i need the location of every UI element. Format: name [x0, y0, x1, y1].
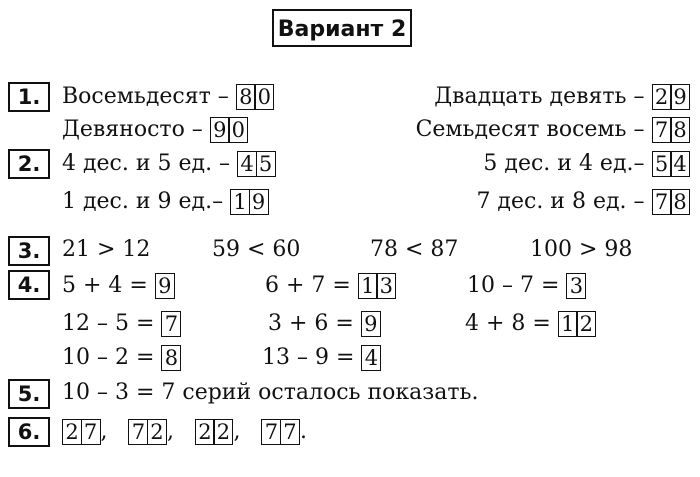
- digit-box: 1: [558, 311, 578, 337]
- task4-expr-3-text: 10 – 7 =: [467, 273, 560, 298]
- task2-item-b-label: 5 дес. и 4 ед.–: [483, 151, 645, 176]
- task2-item-c-label: 1 дес. и 9 ед.–: [62, 189, 224, 214]
- task2-item-a-answer: [237, 151, 276, 177]
- task2-item-a-label: 4 дес. и 5 ед. –: [62, 151, 231, 176]
- task2-item-c-answer: [230, 189, 269, 215]
- digit-box: 3: [566, 273, 586, 299]
- task1-item-c-answer: [210, 117, 249, 143]
- task4-expr-6-text: 4 + 8 =: [465, 311, 551, 336]
- task4-expr-7-text: 10 – 2 =: [62, 345, 155, 370]
- digit-box: 5: [256, 151, 276, 177]
- task2-item-a: [62, 150, 276, 178]
- task3-compare-4: 100 > 98: [530, 237, 633, 262]
- digit-box: 7: [161, 311, 181, 337]
- digit-box: 9: [210, 117, 230, 143]
- separator-comma: ,: [166, 419, 174, 444]
- digit-box: 7: [652, 117, 672, 143]
- task1-item-b: [434, 83, 690, 111]
- digit-box: 2: [195, 419, 215, 445]
- task3-compare-2: 59 < 60: [212, 237, 301, 262]
- task6-number-1: [62, 419, 101, 445]
- digit-box: 8: [670, 189, 690, 215]
- task4-expr-2-text: 6 + 7 =: [265, 273, 351, 298]
- digit-box: 4: [670, 151, 690, 177]
- task2-item-d-label: 7 дес. и 8 ед. –: [476, 189, 645, 214]
- task6-number-3: [195, 419, 234, 445]
- task4-expr-7: [62, 344, 181, 372]
- digit-box: 7: [652, 189, 672, 215]
- task4-expr-5-text: 3 + 6 =: [268, 311, 354, 336]
- digit-box: 2: [652, 84, 672, 110]
- task4-expr-5: [268, 310, 381, 338]
- task1-item-d: [416, 116, 690, 144]
- task6-number-2: [128, 419, 167, 445]
- task3-compare-1: 21 > 12: [62, 237, 151, 262]
- digit-box: 4: [237, 151, 257, 177]
- task1-item-d-answer: [652, 117, 691, 143]
- digit-box: 0: [254, 84, 274, 110]
- task6-numbers: [62, 418, 307, 446]
- task1-item-b-answer: [652, 84, 691, 110]
- digit-box: 7: [280, 419, 300, 445]
- digit-box: 8: [236, 84, 256, 110]
- task4-expr-4-answer: [161, 311, 181, 337]
- digit-box: 7: [128, 419, 148, 445]
- page-title: Вариант 2: [272, 9, 412, 47]
- task4-expr-2: [265, 272, 396, 300]
- task1-item-d-label: Семьдесят восемь –: [415, 117, 645, 142]
- digit-box: 5: [652, 151, 672, 177]
- task4-expr-4-text: 12 – 5 =: [62, 311, 155, 336]
- task-number-4: 4.: [8, 270, 50, 300]
- task4-expr-6: [465, 310, 596, 338]
- task4-expr-6-answer: [558, 311, 597, 337]
- task1-item-c-label: Девяносто –: [62, 117, 203, 142]
- task4-expr-8-answer: [361, 345, 381, 371]
- digit-box: 2: [213, 419, 233, 445]
- digit-box: 1: [230, 189, 250, 215]
- digit-box: 1: [358, 273, 378, 299]
- task4-expr-7-answer: [161, 345, 181, 371]
- task5-answer-text: 10 – 3 = 7 серий осталось показать.: [62, 380, 479, 405]
- task-number-3: 3.: [8, 236, 50, 266]
- digit-box: 8: [161, 345, 181, 371]
- task1-item-a-label: Восемьдесят –: [62, 84, 229, 109]
- task4-expr-3: [467, 272, 586, 300]
- task3-compare-3: 78 < 87: [370, 237, 459, 262]
- task4-expr-4: [62, 310, 181, 338]
- digit-box: 9: [361, 311, 381, 337]
- task2-item-c: [62, 188, 269, 216]
- digit-box: 7: [261, 419, 281, 445]
- task4-expr-3-answer: [566, 273, 586, 299]
- task2-item-b: [483, 150, 690, 178]
- task1-item-c: [62, 116, 248, 144]
- digit-box: 7: [81, 419, 101, 445]
- digit-box: 9: [155, 273, 175, 299]
- task4-expr-1-answer: [155, 273, 175, 299]
- digit-box: 9: [249, 189, 269, 215]
- task2-item-d: [476, 188, 690, 216]
- digit-box: 4: [361, 345, 381, 371]
- task1-item-a: [62, 83, 274, 111]
- separator-comma: ,: [233, 419, 241, 444]
- digit-box: 0: [228, 117, 248, 143]
- end-period: .: [299, 419, 307, 444]
- digit-box: 2: [62, 419, 82, 445]
- digit-box: 2: [147, 419, 167, 445]
- task2-item-b-answer: [652, 151, 691, 177]
- task4-expr-1-text: 5 + 4 =: [62, 273, 148, 298]
- task2-item-d-answer: [652, 189, 691, 215]
- digit-box: 8: [670, 117, 690, 143]
- digit-box: 9: [670, 84, 690, 110]
- task-number-2: 2.: [8, 149, 50, 179]
- task4-expr-5-answer: [361, 311, 381, 337]
- task6-number-4: [261, 419, 300, 445]
- task-number-5: 5.: [8, 379, 50, 409]
- task4-expr-2-answer: [358, 273, 397, 299]
- task-number-6: 6.: [8, 417, 50, 447]
- task4-expr-8-text: 13 – 9 =: [262, 345, 355, 370]
- task1-item-a-answer: [236, 84, 275, 110]
- task1-item-b-label: Двадцать девять –: [434, 84, 645, 109]
- task4-expr-8: [262, 344, 381, 372]
- task4-expr-1: [62, 272, 175, 300]
- separator-comma: ,: [100, 419, 108, 444]
- task-number-1: 1.: [8, 82, 50, 112]
- digit-box: 2: [576, 311, 596, 337]
- digit-box: 3: [376, 273, 396, 299]
